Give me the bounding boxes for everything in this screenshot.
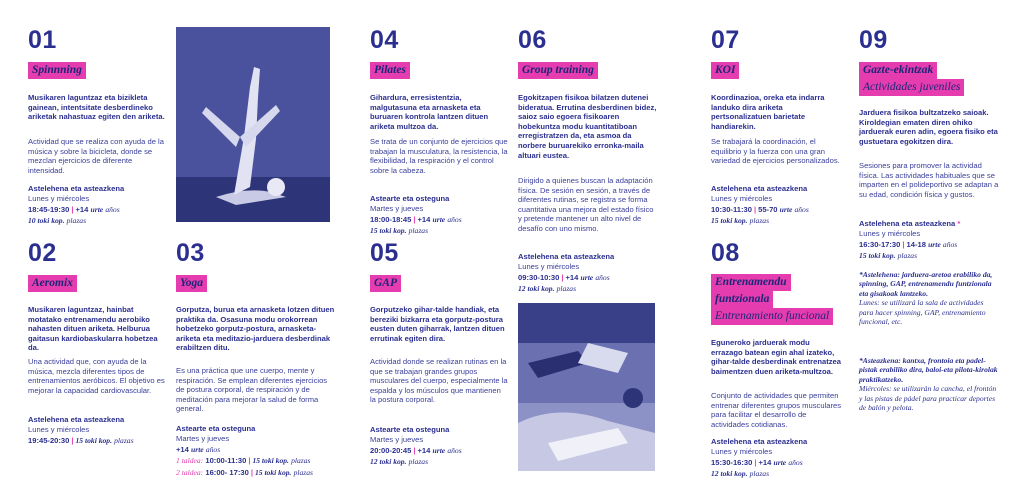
days-es: Lunes y miércoles [28, 425, 90, 434]
yoga-photo [176, 27, 330, 222]
days-eu: Astelehena eta asteazkena [711, 437, 808, 446]
days-eu: Astelehena eta asteazkena [711, 184, 808, 193]
description-eu: Gihardura, erresistentzia, malgutasuna eta arnasketa eta buruaren kontrola lantzen dituen ariketa multzoa da. [370, 93, 489, 131]
stretching-photo [518, 303, 655, 471]
days-es: Lunes y miércoles [859, 229, 921, 238]
places: 12 toki kop. [711, 469, 748, 478]
places-line: 12 toki kop. plazas [518, 284, 577, 293]
section-title: Gazte-ekintzak [859, 62, 937, 79]
time: 18:00-18:45 [370, 215, 412, 224]
section-title: GAP [370, 275, 401, 292]
schedule-line: 18:45-19:30 | +14 urte años [28, 205, 120, 214]
section-title: Aeromix [28, 275, 77, 292]
days-eu: Astelehena eta asteazkena [518, 252, 615, 261]
section-title: Group training [518, 62, 598, 79]
section-title: Yoga [176, 275, 207, 292]
time: 16:00- 17:30 [205, 468, 249, 477]
places-line: 12 toki kop. plazas [370, 457, 429, 466]
days-es: Martes y jueves [370, 204, 424, 213]
places: 10 toki kop. [28, 216, 65, 225]
description-eu: Musikaren laguntzaz eta bizikleta gainean, intentsitate desberdineko ariketak nahastuaz egiten den ariketa. [28, 93, 165, 122]
description-es: Es una práctica que une cuerpo, mente y respiración. Se emplean diferentes ejercicios de postura corporal, de respiración y de meditación para mejorar la salud de forma general. [176, 366, 328, 414]
places-line: 12 toki kop. plazas [711, 469, 770, 478]
description-es: Una actividad que, con ayuda de la música, mezcla diferentes tipos de entrenamientos aeróbicos. El objetivo es mejorar la capacidad cardiovascular. [28, 357, 165, 395]
section-title: Pilates [370, 62, 410, 79]
section-title: KOI [711, 62, 739, 79]
places-line: 15 toki kop. plazas [859, 251, 918, 260]
group-label: 1 taldea: [176, 456, 204, 465]
schedule-line: 19:45-20:30 | 15 toki kop. plazas [28, 436, 134, 445]
description-eu: Jarduera fisikoa bultzatzeko saioak. Kiroldegian ematen diren ohiko jarduerak euren adin, egoera fisiko eta gustuetara egokitzen dira. [859, 108, 998, 146]
places: 15 toki kop. [370, 226, 407, 235]
age-range: +14 [565, 273, 579, 282]
age-range: +14 [758, 458, 772, 467]
age-range: +14 [176, 445, 189, 454]
time: 09:30-10:30 [518, 273, 560, 282]
days-es: Lunes y miércoles [518, 262, 580, 271]
places-line: 15 toki kop. plazas [370, 226, 429, 235]
days-eu: Astelehena eta asteazkena [28, 184, 125, 193]
description-eu: Musikaren laguntzaz, hainbat motatako entrenamendu aerobiko nahasten dituen ariketa. Helburua gaitasun kardiobaskularra hobetzea da. [28, 305, 158, 353]
days-eu: Astelehena eta asteazkena * [859, 219, 961, 228]
age-range: 55-70 [758, 205, 778, 214]
section-title: Spinnning [28, 62, 86, 79]
schedule-line: 20:00-20:45 | +14 urte años [370, 446, 462, 455]
days-es: Martes y jueves [176, 434, 230, 443]
group1-line: 1 taldea: 10:00-11:30 | 15 toki kop. plazas [176, 456, 311, 465]
age-range: 14-18 [906, 240, 926, 249]
time: 18:45-19:30 [28, 205, 70, 214]
description-es: Sesiones para promover la actividad física. Las actividades habituales que se imparten en el polideportivo se adaptan a su edad, condición física y gustos. [859, 161, 999, 199]
section-number: 09 [859, 26, 888, 54]
days-eu: Astearte eta osteguna [370, 194, 450, 203]
section-title-line2: funtzionala [711, 291, 773, 308]
days-es: Lunes y miércoles [28, 194, 90, 203]
time: 20:00-20:45 [370, 446, 412, 455]
time: 15:30-16:30 [711, 458, 753, 467]
group2-line: 2 taldea: 16:00- 17:30 | 15 toki kop. plazas [176, 468, 313, 477]
section-number: 01 [28, 26, 57, 54]
description-es: Dirigido a quienes buscan la adaptación física. De sesión en sesión, a través de diferentes rutinas, se registra se forma cuantitativa una mejora del estado físico y pretende mantener un alto nivel de desafío con uno mismo. [518, 176, 654, 233]
schedule-line: 10:30-11:30 | 55-70 urte años [711, 205, 809, 214]
description-eu: Koordinazioa, oreka eta indarra landuko dira ariketa pertsonalizatuen barietate handiarekin. [711, 93, 825, 131]
age-range: +14 [417, 215, 431, 224]
section-number: 02 [28, 239, 57, 267]
places: 15 toki kop. [75, 436, 112, 445]
section-subtitle: Entrenamiento funcional [711, 308, 833, 325]
section-number: 05 [370, 239, 399, 267]
people-stretching-icon [518, 303, 655, 471]
section-number: 06 [518, 26, 547, 54]
description-eu: Egokitzapen fisikoa bilatzen dutenei bideratua. Errutina desberdinen bidez, saioz saio egoera fisikoaren hobekuntza modu kuantitatiboan erregistratzen da, eta asmoa da norbere buruarekiko erronka-maila altuari eustea. [518, 93, 657, 160]
description-es: Conjunto de actividades que permiten entrenar diferentes grupos musculares para facilitar el desarrollo de actividades cotidianas. [711, 391, 842, 429]
days-eu: Astearte eta osteguna [176, 424, 256, 433]
description-es: Actividad donde se realizan rutinas en la que se trabajan grandes grupos musculares del cuerpo, especialmente la espalda y los músculos que mantienen la postura corporal. [370, 357, 508, 405]
days-eu: Astelehena eta asteazkena [28, 415, 125, 424]
section-subtitle: Actividades juveniles [859, 79, 964, 96]
description-eu: Gorputzeko gihar-talde handiak, eta bereziki bizkarra eta gorputz-postura eusten duten giharrak, lantzen dituen errutinak egiten dira. [370, 305, 505, 343]
places-line: 15 toki kop. plazas [711, 216, 770, 225]
person-pose-icon [176, 27, 330, 222]
section-title: Entrenamendu [711, 274, 791, 291]
age-range: +14 [417, 446, 431, 455]
description-eu: Eguneroko jarduerak modu errazago batean egin ahal izateko, gihar-talde desberdinak entrenatzea baimentzen duen ariketa-multzoa. [711, 338, 841, 376]
places: 15 toki kop. [859, 251, 896, 260]
section-number: 07 [711, 26, 740, 54]
group-label: 2 taldea: [176, 468, 204, 477]
days-es: Martes y jueves [370, 435, 424, 444]
schedule-line: 15:30-16:30 | +14 urte años [711, 458, 803, 467]
places: 12 toki kop. [518, 284, 555, 293]
section-number: 08 [711, 239, 740, 267]
note-monday: *Astelehena: jarduera-aretoa erabiliko da, spinning, GAP, entrenamendu funtzionala eta gisakoak lantzeko. Lunes: se utilizará la sala de actividades para hacer spinning, GAP, entrenamiento funcional, etc. [859, 270, 993, 327]
description-es: Se trabajará la coordinación, el equilibrio y la fuerza con una gran variedad de ejercicios personalizados. [711, 137, 840, 166]
time: 16:30-17:30 [859, 240, 901, 249]
time: 10:00-11:30 [205, 456, 247, 465]
description-es: Actividad que se realiza con ayuda de la música y sobre la bicicleta, donde se mezclan ejercicios de diferente intensidad. [28, 137, 164, 175]
schedule-line: 18:00-18:45 | +14 urte años [370, 215, 462, 224]
days-eu: Astearte eta osteguna [370, 425, 450, 434]
note-wednesday: *Asteazkena: kantxa, frontoia eta padel-pistak erabiliko dira, baloi-eta pilota-kirolak praktikatzeko. Miércoles: se utilizarán la cancha, el frontón y las pistas de pádel para practicar deportes de balón y pelota. [859, 356, 998, 413]
places: 12 toki kop. [370, 457, 407, 466]
time: 19:45-20:30 [28, 436, 70, 445]
section-number: 04 [370, 26, 399, 54]
description-eu: Gorputza, burua eta arnasketa lotzen dituen praktika da. Osasuna modu orokorrean hobetzeko gorputz-postura, arnasketa-ariketa eta meditazio-jarduera desberdinak erabiltzen ditu. [176, 305, 335, 353]
age-range: +14 [75, 205, 89, 214]
places: 15 toki kop. [711, 216, 748, 225]
schedule-line: 09:30-10:30 | +14 urte años [518, 273, 610, 282]
schedule-line: 16:30-17:30 | 14-18 urte años [859, 240, 958, 249]
time: 10:30-11:30 [711, 205, 752, 214]
days-es: Lunes y miércoles [711, 447, 773, 456]
days-es: Lunes y miércoles [711, 194, 773, 203]
age-line: +14 urte años [176, 445, 221, 454]
section-number: 03 [176, 239, 205, 267]
description-es: Se trata de un conjunto de ejercicios que trabajan la musculatura, la resistencia, la flexibilidad, la respiración y el control sobre la cabeza. [370, 137, 508, 175]
places-line: 10 toki kop. plazas [28, 216, 87, 225]
